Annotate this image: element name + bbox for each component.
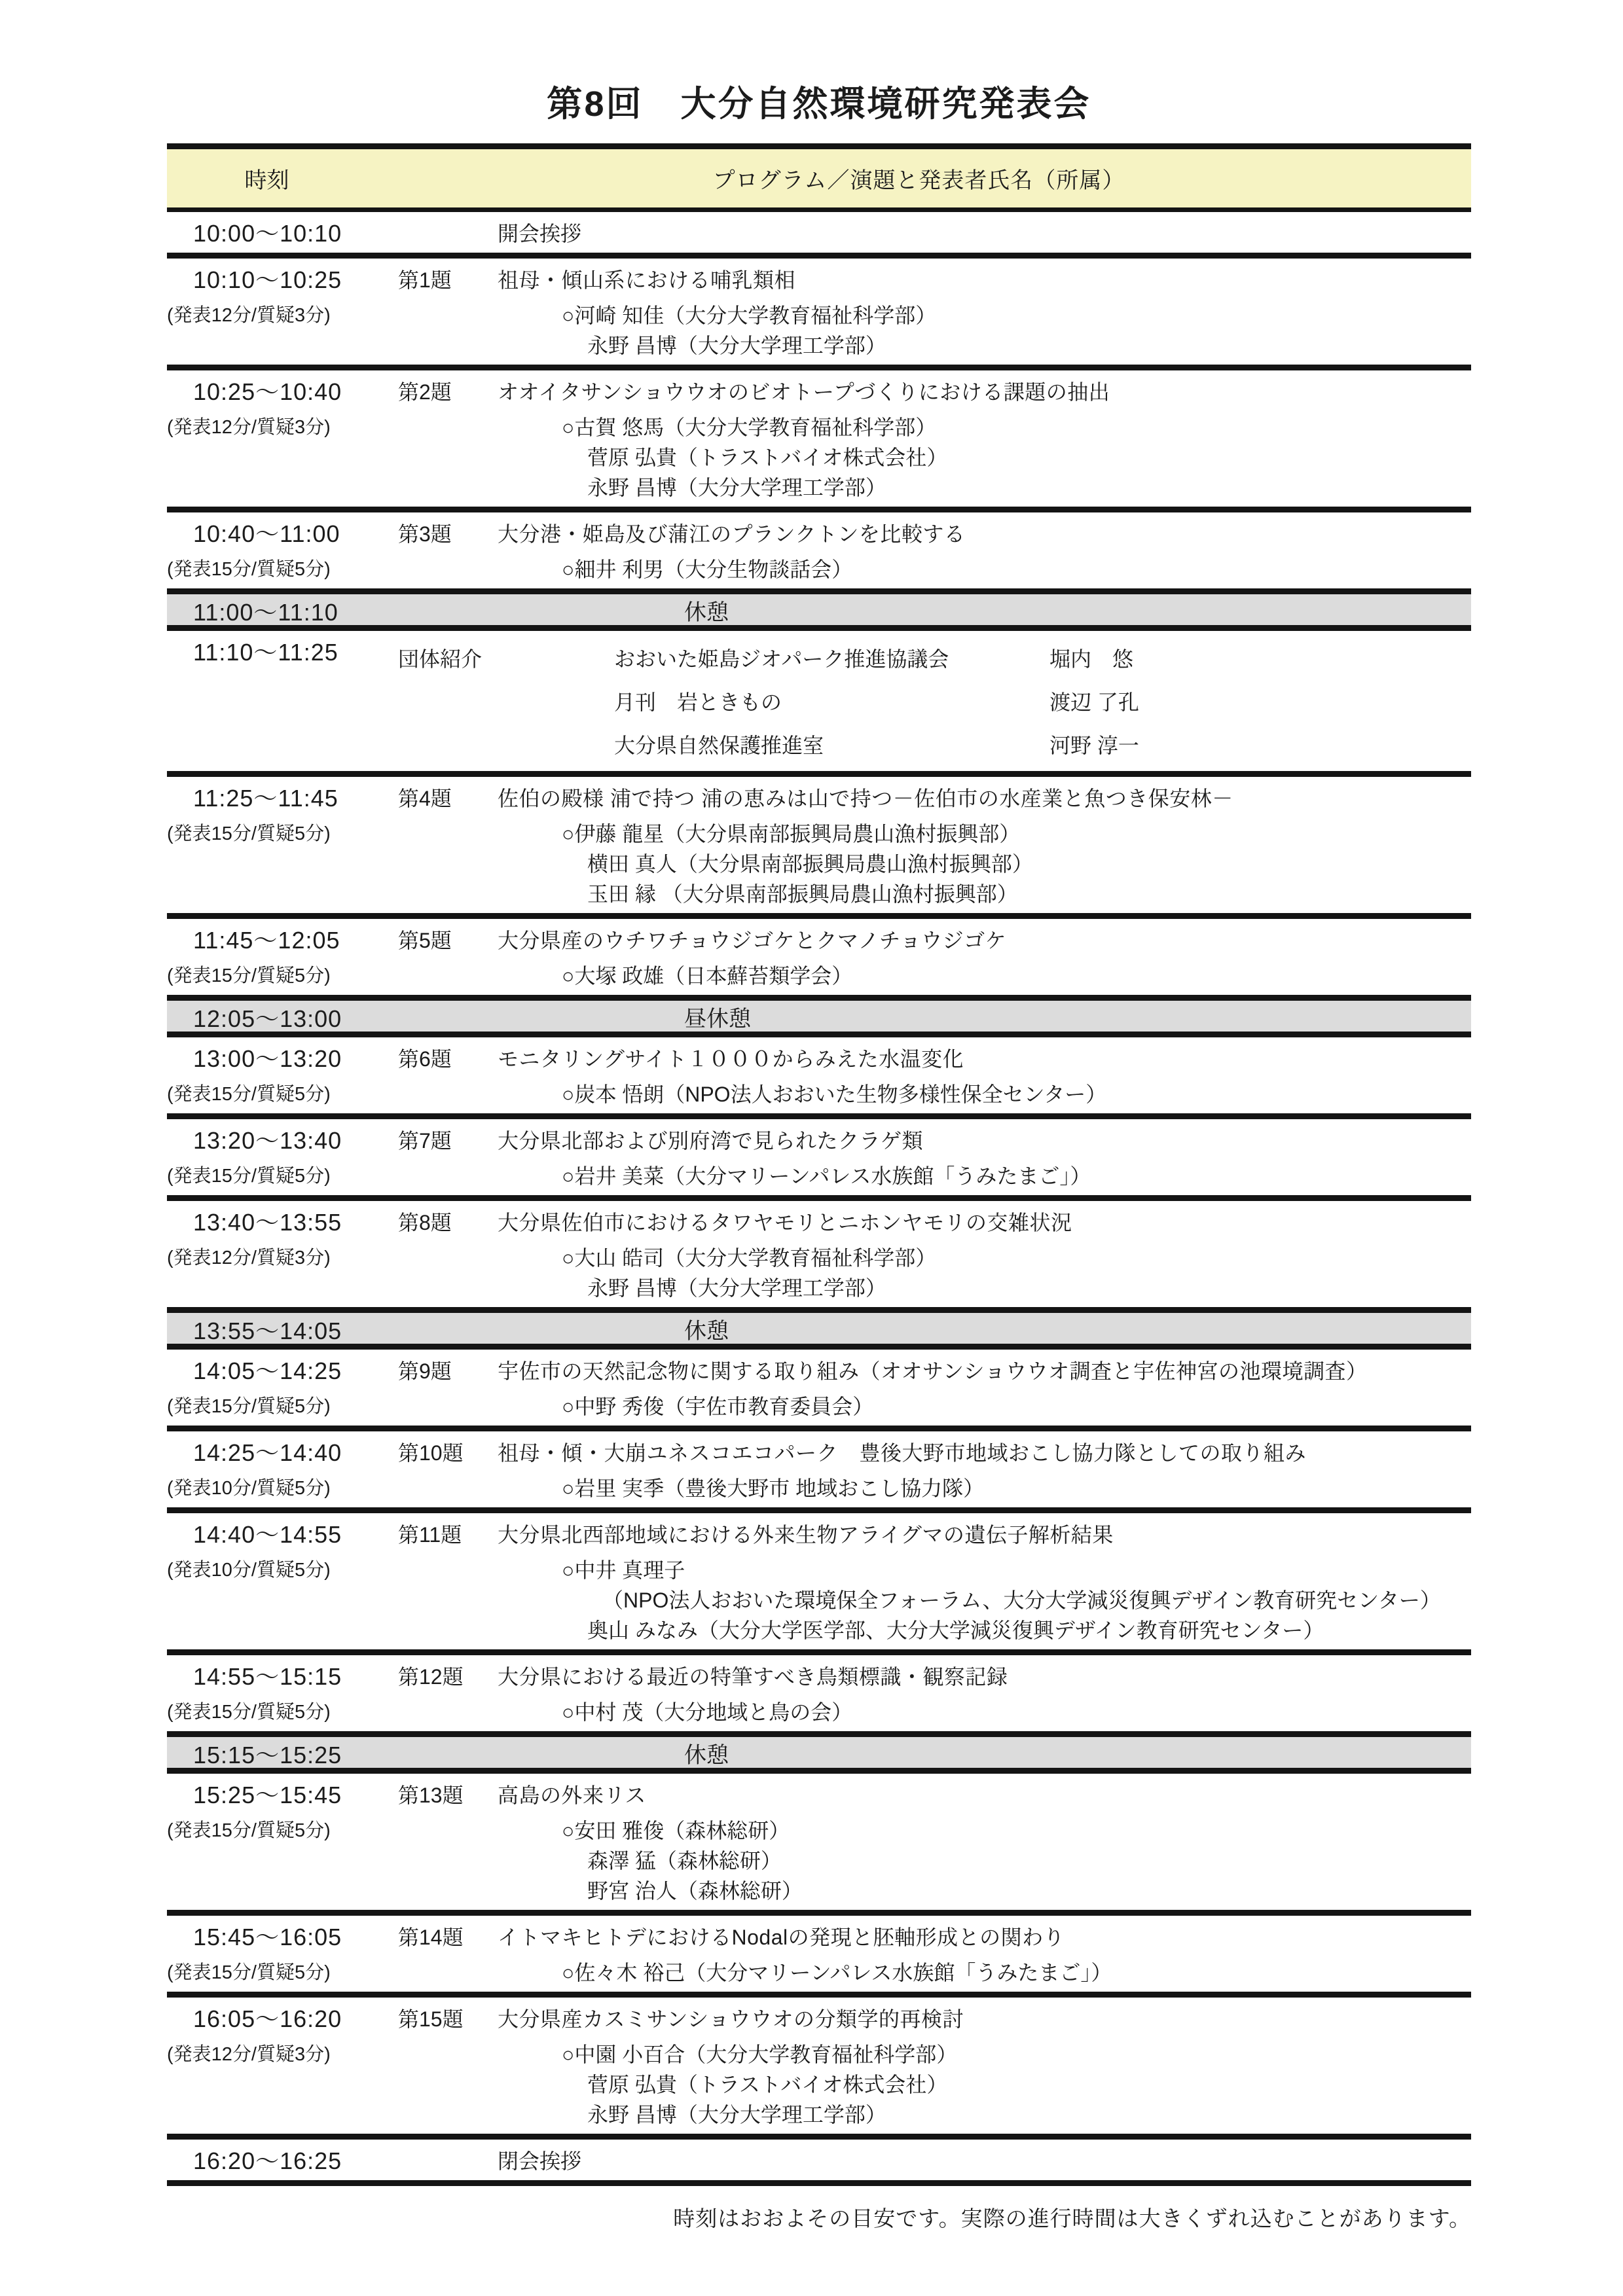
presenter-line: ○安田 雅俊（森林総研） xyxy=(562,1819,790,1842)
presenter-line: ○中野 秀俊（宇佐市教育委員会） xyxy=(562,1395,874,1418)
org-name: おおいた姫島ジオパーク推進協議会 xyxy=(614,647,949,671)
break-label: 昼休憩 xyxy=(684,1007,751,1031)
session-number: 第11題 xyxy=(398,1523,462,1547)
presenter-line: ○細井 利男（大分生物談話会） xyxy=(562,558,853,581)
table-rows xyxy=(167,212,1471,2186)
presenter-list xyxy=(398,1958,1471,1988)
row-label: 団体紹介 xyxy=(398,647,483,671)
presenter-line: 永野 昌博（大分大学理工学部） xyxy=(587,334,886,357)
presenter-line: 菅原 弘貴（トラストバイオ株式会社） xyxy=(587,2073,948,2096)
presenter-line: ○佐々木 裕己（大分マリーンパレス水族館「うみたまご」） xyxy=(562,1961,1112,1984)
session-row xyxy=(167,1119,1471,1201)
duration-note: (発表15分/質疑5分) xyxy=(167,1166,331,1187)
session-title-line xyxy=(398,1922,1471,1952)
duration-note: (発表12分/質疑3分) xyxy=(167,417,331,438)
presenter-line: ○中園 小百合（大分大学教育福祉科学部） xyxy=(562,2043,958,2066)
presenter-line: 奥山 みなみ（大分大学医学部、大分大学減災復興デザイン教育研究センター） xyxy=(587,1619,1324,1642)
presenter-line: ○伊藤 龍星（大分県南部振興局農山漁村振興部） xyxy=(562,822,1021,846)
presenter-list xyxy=(398,819,1471,909)
person-name: 堀内 悠 xyxy=(1049,647,1134,671)
session-title: オオイタサンショウウオのビオトープづくりにおける課題の抽出 xyxy=(498,380,1110,404)
time-cell: 12:05～13:00 xyxy=(193,1005,342,1032)
break-label: 休憩 xyxy=(684,1743,729,1768)
session-row xyxy=(167,1350,1471,1431)
org-name: 大分県自然保護推進室 xyxy=(614,734,824,757)
row-label: 閉会挨拶 xyxy=(498,2149,582,2173)
header-program-label: プログラム／演題と発表者氏名（所属） xyxy=(712,168,1125,193)
time-cell: 11:45～12:05 xyxy=(193,927,340,954)
presenter-line: 菅原 弘貴（トラストバイオ株式会社） xyxy=(587,446,948,469)
presenter-line: 森澤 猛（森林総研） xyxy=(587,1849,782,1873)
time-cell: 11:25～11:45 xyxy=(193,785,338,812)
session-title-line xyxy=(398,519,1471,549)
duration-note: (発表15分/質疑5分) xyxy=(167,823,331,844)
presenter-list xyxy=(398,1473,1471,1503)
time-cell: 11:10～11:25 xyxy=(193,639,338,666)
session-title: 宇佐市の天然記念物に関する取り組み（オオサンショウウオ調査と宇佐神宮の池環境調査） xyxy=(498,1359,1368,1383)
time-cell: 10:40～11:00 xyxy=(193,520,340,547)
time-cell: 14:25～14:40 xyxy=(193,1439,342,1466)
break-row xyxy=(167,1001,1471,1037)
session-row xyxy=(167,1774,1471,1916)
org-name: 月刊 岩ときもの xyxy=(614,691,782,714)
presenter-list xyxy=(398,1555,1471,1645)
duration-note: (発表15分/質疑5分) xyxy=(167,1962,331,1983)
session-title-line xyxy=(398,1780,1471,1810)
session-title: 高島の外来リス xyxy=(498,1784,646,1807)
session-title: 大分県佐伯市におけるタワヤモリとニホンヤモリの交雑状況 xyxy=(498,1211,1072,1234)
session-title: 大分県産カスミサンショウウオの分類学的再検討 xyxy=(498,2007,964,2031)
presenter-line: ○中村 茂（大分地域と鳥の会） xyxy=(562,1700,853,1724)
session-number: 第4題 xyxy=(398,787,452,810)
simple-row xyxy=(167,212,1471,259)
presenter-line: 永野 昌博（大分大学理工学部） xyxy=(587,2103,886,2126)
session-title: 大分県北西部地域における外来生物アライグマの遺伝子解析結果 xyxy=(498,1523,1114,1547)
session-title: イトマキヒトデにおけるNodalの発現と胚軸形成との関わり xyxy=(498,1926,1065,1949)
presenter-list xyxy=(398,1243,1471,1303)
session-row xyxy=(167,1201,1471,1313)
document-title: 第8回 大分自然環境研究発表会 xyxy=(547,84,1091,124)
session-row xyxy=(167,1513,1471,1655)
time-cell: 13:00～13:20 xyxy=(193,1045,342,1072)
time-cell: 13:55～14:05 xyxy=(193,1318,342,1344)
time-cell: 11:00～11:10 xyxy=(193,599,338,626)
presenter-line: ○中井 真理子 xyxy=(562,1558,685,1582)
presenter-line: ○岩里 実季（豊後大野市 地域おこし協力隊） xyxy=(562,1477,985,1500)
program-table xyxy=(167,143,1471,2186)
duration-note: (発表12分/質疑3分) xyxy=(167,305,331,326)
session-title: 祖母・傾・大崩ユネスコエコパーク 豊後大野市地域おこし協力隊としての取り組み xyxy=(498,1441,1307,1465)
session-number: 第2題 xyxy=(398,380,452,404)
session-title-line xyxy=(398,925,1471,956)
time-cell: 10:25～10:40 xyxy=(193,378,342,405)
presenter-line: ○炭本 悟朗（NPO法人おおいた生物多様性保全センター） xyxy=(562,1083,1107,1106)
footer-note: 時刻はおおよその目安です。実際の進行時間は大きくずれ込むことがあります。 xyxy=(673,2206,1471,2231)
time-cell: 16:05～16:20 xyxy=(193,2005,342,2032)
person-name: 河野 淳一 xyxy=(1049,734,1139,757)
duration-note: (発表15分/質疑5分) xyxy=(167,1396,331,1417)
time-cell: 15:45～16:05 xyxy=(193,1924,342,1950)
session-title-line xyxy=(398,265,1471,295)
session-row xyxy=(167,259,1471,370)
presenter-list xyxy=(398,1697,1471,1727)
session-title-line xyxy=(398,1356,1471,1386)
duration-note: (発表15分/質疑5分) xyxy=(167,559,331,580)
session-title: モニタリングサイト１０００からみえた水温変化 xyxy=(498,1047,964,1071)
presenter-line: ○岩井 美菜（大分マリーンパレス水族館「うみたまご」） xyxy=(562,1164,1091,1188)
session-number: 第12題 xyxy=(398,1665,464,1689)
presenter-list xyxy=(398,1161,1471,1191)
presenter-line: 玉田 縁 （大分県南部振興局農山漁村振興部） xyxy=(587,882,1018,906)
presenter-list xyxy=(398,961,1471,991)
duration-note: (発表15分/質疑5分) xyxy=(167,965,331,986)
session-title-line xyxy=(398,1126,1471,1156)
duration-note: (発表12分/質疑3分) xyxy=(167,1247,331,1268)
person-name: 渡辺 了孔 xyxy=(1049,691,1139,714)
session-title-line xyxy=(398,783,1471,814)
break-label: 休憩 xyxy=(684,1319,729,1344)
presenter-line: 永野 昌博（大分大学理工学部） xyxy=(587,1276,886,1300)
session-title-line xyxy=(398,1208,1471,1238)
session-number: 第7題 xyxy=(398,1129,452,1153)
session-title-line xyxy=(398,1044,1471,1074)
session-number: 第8題 xyxy=(398,1211,452,1234)
break-row xyxy=(167,594,1471,631)
break-row xyxy=(167,1737,1471,1774)
session-title: 大分港・姫島及び蒲江のプランクトンを比較する xyxy=(498,522,966,546)
presenter-line: 野宮 治人（森林総研） xyxy=(587,1879,803,1903)
time-cell: 14:05～14:25 xyxy=(193,1357,342,1384)
session-number: 第9題 xyxy=(398,1359,452,1383)
presenter-list xyxy=(398,300,1471,361)
session-row xyxy=(167,512,1471,594)
org-line xyxy=(614,637,1471,681)
presenter-line: ○古賀 悠馬（大分大学教育福祉科学部） xyxy=(562,416,937,439)
session-row xyxy=(167,1037,1471,1119)
org-lines xyxy=(614,637,1471,767)
session-number: 第6題 xyxy=(398,1047,452,1071)
presenter-line: ○大山 皓司（大分大学教育福祉科学部） xyxy=(562,1246,937,1270)
break-row xyxy=(167,1313,1471,1350)
session-number: 第3題 xyxy=(398,522,452,546)
presenter-line: ○大塚 政雄（日本蘚苔類学会） xyxy=(562,964,853,988)
session-row xyxy=(167,1998,1471,2140)
time-cell: 13:20～13:40 xyxy=(193,1127,342,1154)
session-title-line xyxy=(398,377,1471,407)
session-title: 大分県北部および別府湾で見られたクラゲ類 xyxy=(498,1129,924,1153)
duration-note: (発表15分/質疑5分) xyxy=(167,1702,331,1723)
header-time-label: 時刻 xyxy=(244,168,289,193)
session-title: 祖母・傾山系における哺乳類相 xyxy=(498,268,796,292)
session-row xyxy=(167,919,1471,1001)
presenter-line: ○河崎 知佳（大分大学教育福祉科学部） xyxy=(562,304,937,327)
duration-note: (発表15分/質疑5分) xyxy=(167,1084,331,1105)
org-line xyxy=(614,724,1471,767)
time-cell: 14:55～15:15 xyxy=(193,1663,342,1690)
table-header xyxy=(167,149,1471,212)
session-title: 大分県産のウチワチョウジゴケとクマノチョウジゴケ xyxy=(498,929,1007,952)
session-row xyxy=(167,1431,1471,1513)
session-title-line xyxy=(398,1520,1471,1550)
time-cell: 10:10～10:25 xyxy=(193,266,342,293)
presenter-list xyxy=(398,2039,1471,2130)
time-cell: 15:15～15:25 xyxy=(193,1742,342,1768)
session-number: 第10題 xyxy=(398,1441,464,1465)
session-number: 第13題 xyxy=(398,1784,464,1807)
session-row xyxy=(167,1916,1471,1998)
session-title: 大分県における最近の特筆すべき鳥類標識・観察記録 xyxy=(498,1665,1008,1689)
simple-row xyxy=(167,2140,1471,2186)
session-number: 第14題 xyxy=(398,1926,464,1949)
time-cell: 10:00～10:10 xyxy=(193,220,342,247)
session-row xyxy=(167,1655,1471,1737)
session-row xyxy=(167,370,1471,512)
session-title-line xyxy=(398,1438,1471,1468)
session-number: 第1題 xyxy=(398,268,452,292)
presenter-list xyxy=(398,1816,1471,1906)
presenter-line: （NPO法人おおいた環境保全フォーラム、大分大学減災復興デザイン教育研究センター） xyxy=(602,1588,1441,1612)
session-row xyxy=(167,777,1471,919)
orgs-row xyxy=(167,631,1471,777)
presenter-line: 永野 昌博（大分大学理工学部） xyxy=(587,476,886,499)
duration-note: (発表12分/質疑3分) xyxy=(167,2044,331,2065)
break-label: 休憩 xyxy=(684,600,729,625)
presenter-list xyxy=(398,1079,1471,1109)
session-title: 佐伯の殿様 浦で持つ 浦の恵みは山で持つ－佐伯市の水産業と魚つき保安林－ xyxy=(498,787,1233,810)
session-title-line xyxy=(398,2004,1471,2034)
session-title-line xyxy=(398,1662,1471,1692)
presenter-list xyxy=(398,412,1471,503)
presenter-list xyxy=(398,1391,1471,1422)
time-cell: 13:40～13:55 xyxy=(193,1209,342,1236)
time-cell: 15:25～15:45 xyxy=(193,1782,342,1808)
time-cell: 16:20～16:25 xyxy=(193,2147,342,2174)
presenter-line: 横田 真人（大分県南部振興局農山漁村振興部） xyxy=(587,852,1033,876)
row-label: 開会挨拶 xyxy=(498,222,582,245)
time-cell: 14:40～14:55 xyxy=(193,1521,342,1548)
duration-note: (発表10分/質疑5分) xyxy=(167,1560,331,1581)
org-line xyxy=(614,681,1471,724)
session-number: 第5題 xyxy=(398,929,452,952)
duration-note: (発表10分/質疑5分) xyxy=(167,1478,331,1499)
program-sheet xyxy=(167,0,1471,2233)
session-number: 第15題 xyxy=(398,2007,464,2031)
presenter-list xyxy=(398,554,1471,584)
duration-note: (発表15分/質疑5分) xyxy=(167,1820,331,1841)
